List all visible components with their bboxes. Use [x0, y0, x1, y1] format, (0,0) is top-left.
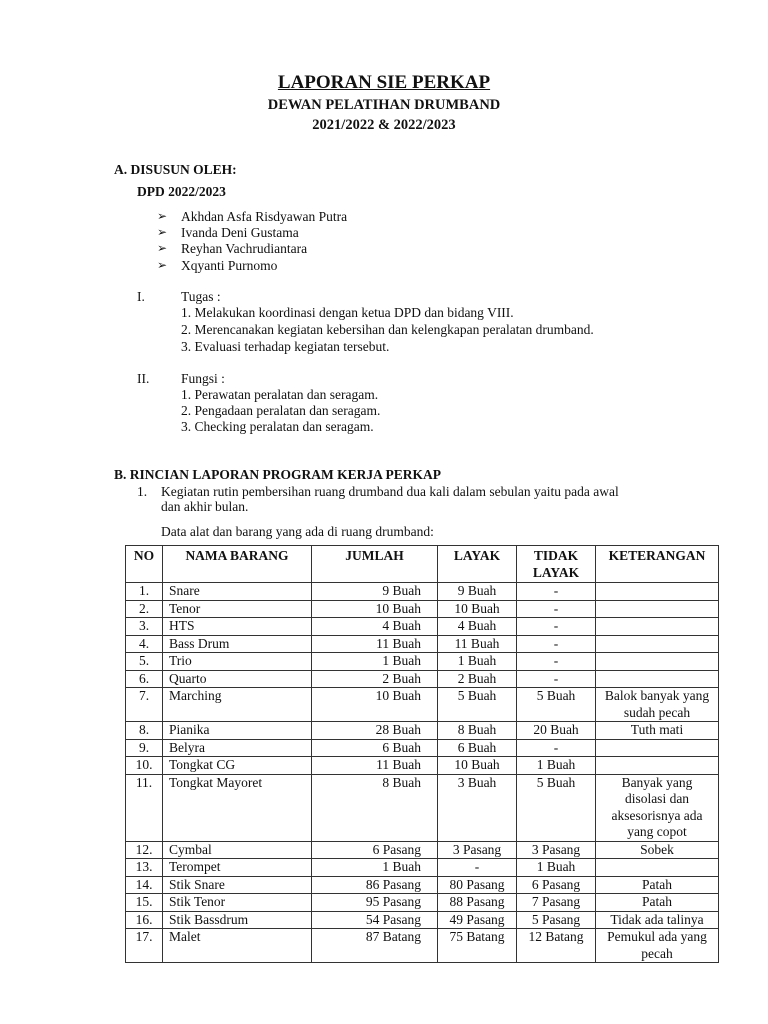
table-row — [126, 722, 719, 740]
cell-nama-barang: Trio — [163, 653, 312, 671]
cell-keterangan — [596, 600, 719, 618]
cell-no: 16. — [126, 911, 163, 929]
cell-layak: 10 Buah — [438, 600, 517, 618]
fungsi-item: 2. Pengadaan peralatan dan seragam. — [181, 403, 381, 418]
cell-nama-barang: Stik Snare — [163, 876, 312, 894]
table-row — [126, 739, 719, 757]
cell-jumlah: 4 Buah — [312, 618, 438, 636]
cell-jumlah: 1 Buah — [312, 859, 438, 877]
header-layak: LAYAK — [438, 546, 517, 583]
cell-jumlah: 87 Batang — [312, 929, 438, 963]
cell-jumlah: 54 Pasang — [312, 911, 438, 929]
cell-tidak-layak: - — [517, 618, 596, 636]
cell-nama-barang: Cymbal — [163, 841, 312, 859]
cell-tidak-layak: 3 Pasang — [517, 841, 596, 859]
cell-keterangan — [596, 583, 719, 601]
cell-layak: 11 Buah — [438, 635, 517, 653]
cell-layak: 2 Buah — [438, 670, 517, 688]
cell-jumlah: 6 Pasang — [312, 841, 438, 859]
cell-keterangan: Banyak yang disolasi dan aksesorisnya ada yang copot — [596, 774, 719, 841]
cell-jumlah: 11 Buah — [312, 635, 438, 653]
member-item: ➢ Akhdan Asfa Risdyawan Putra — [157, 209, 348, 224]
cell-layak: 10 Buah — [438, 757, 517, 775]
header-jumlah: JUMLAH — [312, 546, 438, 583]
cell-nama-barang: Tongkat CG — [163, 757, 312, 775]
cell-keterangan — [596, 739, 719, 757]
table-row — [126, 757, 719, 775]
member-item: ➢ Reyhan Vachrudiantara — [157, 241, 308, 256]
cell-no: 12. — [126, 841, 163, 859]
cell-tidak-layak: 1 Buah — [517, 859, 596, 877]
table-row — [126, 688, 719, 722]
table-row — [126, 911, 719, 929]
header-no: NO — [126, 546, 163, 583]
cell-nama-barang: Stik Tenor — [163, 894, 312, 912]
cell-tidak-layak: 7 Pasang — [517, 894, 596, 912]
cell-jumlah: 1 Buah — [312, 653, 438, 671]
report-title: LAPORAN SIE PERKAP — [277, 72, 491, 93]
cell-nama-barang: Malet — [163, 929, 312, 963]
arrow-bullet-icon: ➢ — [157, 209, 168, 223]
cell-keterangan: Balok banyak yang sudah pecah — [596, 688, 719, 722]
cell-no: 6. — [126, 670, 163, 688]
cell-nama-barang: Stik Bassdrum — [163, 911, 312, 929]
cell-keterangan: Tuth mati — [596, 722, 719, 740]
cell-keterangan — [596, 618, 719, 636]
cell-no: 14. — [126, 876, 163, 894]
table-caption: Data alat dan barang yang ada di ruang drumband: — [161, 524, 434, 539]
cell-layak: 49 Pasang — [438, 911, 517, 929]
cell-no: 4. — [126, 635, 163, 653]
table-row — [126, 841, 719, 859]
cell-no: 11. — [126, 774, 163, 841]
cell-no: 8. — [126, 722, 163, 740]
member-item: ➢ Ivanda Deni Gustama — [157, 225, 299, 240]
cell-tidak-layak: - — [517, 635, 596, 653]
cell-jumlah: 8 Buah — [312, 774, 438, 841]
table-row — [126, 600, 719, 618]
fungsi-item: 3. Checking peralatan dan seragam. — [181, 419, 374, 434]
cell-layak: 4 Buah — [438, 618, 517, 636]
cell-nama-barang: Marching — [163, 688, 312, 722]
cell-keterangan: Tidak ada talinya — [596, 911, 719, 929]
cell-jumlah: 2 Buah — [312, 670, 438, 688]
cell-tidak-layak: - — [517, 653, 596, 671]
cell-tidak-layak: 1 Buah — [517, 757, 596, 775]
cell-no: 2. — [126, 600, 163, 618]
cell-tidak-layak: 5 Buah — [517, 774, 596, 841]
tugas-item: 3. Evaluasi terhadap kegiatan tersebut. — [181, 339, 390, 354]
table-row — [126, 894, 719, 912]
cell-tidak-layak: 5 Pasang — [517, 911, 596, 929]
cell-no: 5. — [126, 653, 163, 671]
cell-tidak-layak: 12 Batang — [517, 929, 596, 963]
cell-layak: 80 Pasang — [438, 876, 517, 894]
group-label: DPD 2022/2023 — [137, 184, 226, 199]
program-item-text: Kegiatan rutin pembersihan ruang drumband dua kali dalam sebulan yaitu pada awal — [161, 484, 619, 499]
header-tidak-layak: TIDAK LAYAK — [517, 546, 596, 583]
cell-jumlah: 10 Buah — [312, 600, 438, 618]
cell-keterangan — [596, 859, 719, 877]
arrow-bullet-icon: ➢ — [157, 241, 168, 255]
tugas-item: 2. Merencanakan kegiatan kebersihan dan kelengkapan peralatan drumband. — [181, 322, 594, 337]
cell-no: 1. — [126, 583, 163, 601]
cell-tidak-layak: 20 Buah — [517, 722, 596, 740]
tugas-label: Tugas : — [181, 289, 221, 304]
tugas-item: 1. Melakukan koordinasi dengan ketua DPD dan bidang VIII. — [181, 305, 514, 320]
cell-layak: 75 Batang — [438, 929, 517, 963]
cell-jumlah: 28 Buah — [312, 722, 438, 740]
cell-nama-barang: Snare — [163, 583, 312, 601]
cell-keterangan: Patah — [596, 894, 719, 912]
program-item-text-cont: dan akhir bulan. — [161, 499, 249, 514]
table-row — [126, 583, 719, 601]
cell-nama-barang: Pianika — [163, 722, 312, 740]
cell-tidak-layak: - — [517, 670, 596, 688]
cell-tidak-layak: - — [517, 739, 596, 757]
cell-keterangan — [596, 653, 719, 671]
cell-tidak-layak: - — [517, 583, 596, 601]
member-item: ➢ Xqyanti Purnomo — [157, 258, 278, 273]
header-keterangan: KETERANGAN — [596, 546, 719, 583]
cell-keterangan — [596, 635, 719, 653]
cell-layak: 3 Buah — [438, 774, 517, 841]
inventory-table — [125, 545, 719, 963]
cell-keterangan — [596, 670, 719, 688]
cell-tidak-layak: 6 Pasang — [517, 876, 596, 894]
fungsi-number: II. — [137, 371, 150, 386]
cell-no: 17. — [126, 929, 163, 963]
cell-jumlah: 10 Buah — [312, 688, 438, 722]
fungsi-item: 1. Perawatan peralatan dan seragam. — [181, 387, 379, 402]
cell-tidak-layak: - — [517, 600, 596, 618]
cell-nama-barang: HTS — [163, 618, 312, 636]
table-body — [126, 583, 719, 963]
cell-no: 15. — [126, 894, 163, 912]
cell-nama-barang: Belyra — [163, 739, 312, 757]
cell-keterangan: Sobek — [596, 841, 719, 859]
cell-layak: 88 Pasang — [438, 894, 517, 912]
table-row — [126, 876, 719, 894]
table-row — [126, 774, 719, 841]
cell-nama-barang: Tenor — [163, 600, 312, 618]
cell-no: 10. — [126, 757, 163, 775]
header-nama-barang: NAMA BARANG — [163, 546, 312, 583]
cell-no: 13. — [126, 859, 163, 877]
cell-layak: 8 Buah — [438, 722, 517, 740]
cell-keterangan — [596, 757, 719, 775]
table-row — [126, 653, 719, 671]
cell-nama-barang: Terompet — [163, 859, 312, 877]
report-subtitle: DEWAN PELATIHAN DRUMBAND — [267, 97, 501, 113]
cell-layak: 3 Pasang — [438, 841, 517, 859]
cell-layak: 6 Buah — [438, 739, 517, 757]
cell-no: 7. — [126, 688, 163, 722]
cell-jumlah: 6 Buah — [312, 739, 438, 757]
section-a-heading: A. DISUSUN OLEH: — [114, 162, 237, 177]
report-years: 2021/2022 & 2022/2023 — [312, 117, 456, 133]
table-header-row — [126, 546, 719, 583]
table-row — [126, 859, 719, 877]
cell-nama-barang: Bass Drum — [163, 635, 312, 653]
section-b-heading: B. RINCIAN LAPORAN PROGRAM KERJA PERKAP — [114, 467, 441, 482]
cell-keterangan: Pemukul ada yang pecah — [596, 929, 719, 963]
cell-nama-barang: Quarto — [163, 670, 312, 688]
cell-layak: 5 Buah — [438, 688, 517, 722]
arrow-bullet-icon: ➢ — [157, 258, 168, 272]
cell-layak: 1 Buah — [438, 653, 517, 671]
cell-no: 9. — [126, 739, 163, 757]
cell-jumlah: 95 Pasang — [312, 894, 438, 912]
cell-jumlah: 9 Buah — [312, 583, 438, 601]
arrow-bullet-icon: ➢ — [157, 225, 168, 239]
cell-tidak-layak: 5 Buah — [517, 688, 596, 722]
fungsi-label: Fungsi : — [181, 371, 225, 386]
table-row — [126, 670, 719, 688]
table-row — [126, 618, 719, 636]
cell-keterangan: Patah — [596, 876, 719, 894]
program-item-number: 1. — [137, 484, 148, 499]
cell-layak: - — [438, 859, 517, 877]
cell-nama-barang: Tongkat Mayoret — [163, 774, 312, 841]
tugas-number: I. — [137, 289, 145, 304]
cell-no: 3. — [126, 618, 163, 636]
cell-layak: 9 Buah — [438, 583, 517, 601]
cell-jumlah: 11 Buah — [312, 757, 438, 775]
table-row — [126, 635, 719, 653]
cell-jumlah: 86 Pasang — [312, 876, 438, 894]
table-row — [126, 929, 719, 963]
